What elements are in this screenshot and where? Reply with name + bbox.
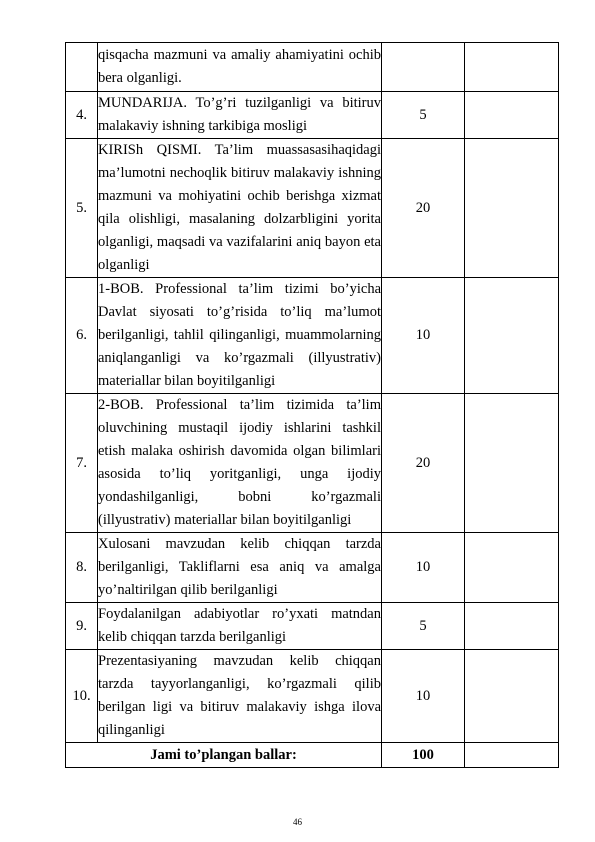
max-score: 5 (382, 603, 465, 650)
max-score: 10 (382, 278, 465, 394)
table-row (66, 278, 559, 394)
criterion-text: Prezentasiyaning mavzudan kelib chiqqan tarzda tayyorlanganligi, ko’rgazmali qilib berilgan ligi va bitiruv malakaviy ishga ilova qilinganligi (98, 650, 382, 743)
criterion-text: 2-BOB. Professional ta’lim tizimida ta’lim oluvchining mustaqil ijodiy ishlarini tashkil etish malaka oshirish davomida olgan bilimlari asosida to’liq yoritganligi, unga ijodiy yondashilganligi, bobni ko’rgazmali (illyustrativ) materiallar bilan boyitilganligi (98, 394, 382, 533)
awarded-score-cell (465, 92, 559, 139)
total-awarded-cell (465, 743, 559, 768)
max-score: 20 (382, 394, 465, 533)
criterion-text: 1-BOB. Professional ta’lim tizimi bo’yicha Davlat siyosati to’g’risida to’liq ma’lumot berilganligi, tahlil qilinganligi, muammolarning aniqlanganligi va ko’rgazmali (illyustrativ) materiallar bilan boyitilganligi (98, 278, 382, 394)
max-score: 5 (382, 92, 465, 139)
table-row (66, 139, 559, 278)
table-row (66, 92, 559, 139)
total-label: Jami to’plangan ballar: (66, 743, 382, 768)
row-number: 4. (66, 92, 98, 139)
table-row (66, 394, 559, 533)
total-row (66, 743, 559, 768)
criterion-text: Foydalanilgan adabiyotlar ro’yxati matndan kelib chiqqan tarzda berilganligi (98, 603, 382, 650)
evaluation-table (65, 42, 559, 768)
max-score (382, 43, 465, 92)
awarded-score-cell (465, 139, 559, 278)
row-number: 10. (66, 650, 98, 743)
row-number: 6. (66, 278, 98, 394)
awarded-score-cell (465, 278, 559, 394)
max-score: 20 (382, 139, 465, 278)
criterion-text: qisqacha mazmuni va amaliy ahamiyatini ochib bera olganligi. (98, 43, 382, 92)
max-score: 10 (382, 650, 465, 743)
criterion-text: MUNDARIJA. To’g’ri tuzilganligi va bitiruv malakaviy ishning tarkibiga mosligi (98, 92, 382, 139)
awarded-score-cell (465, 650, 559, 743)
criterion-text: Xulosani mavzudan kelib chiqqan tarzda berilganligi, Takliflarni esa aniq va amalga yo’naltirilgan qilib berilganligi (98, 533, 382, 603)
table-row (66, 533, 559, 603)
awarded-score-cell (465, 43, 559, 92)
awarded-score-cell (465, 533, 559, 603)
table-row (66, 43, 559, 92)
row-number: 5. (66, 139, 98, 278)
row-number (66, 43, 98, 92)
row-number: 7. (66, 394, 98, 533)
awarded-score-cell (465, 603, 559, 650)
page-number: 46 (293, 817, 302, 827)
max-score: 10 (382, 533, 465, 603)
table-row (66, 603, 559, 650)
row-number: 8. (66, 533, 98, 603)
awarded-score-cell (465, 394, 559, 533)
criterion-text: KIRISh QISMI. Ta’lim muassasasihaqidagi ma’lumotni nechoqlik bitiruv malakaviy ishning mazmuni va mohiyatini ochib berishga xizmat qila olishligi, masalaning dolzarbligini yorita olganligi, maqsadi va vazifalarini aniq bayon eta olganligi (98, 139, 382, 278)
table-row (66, 650, 559, 743)
total-value: 100 (382, 743, 465, 768)
row-number: 9. (66, 603, 98, 650)
